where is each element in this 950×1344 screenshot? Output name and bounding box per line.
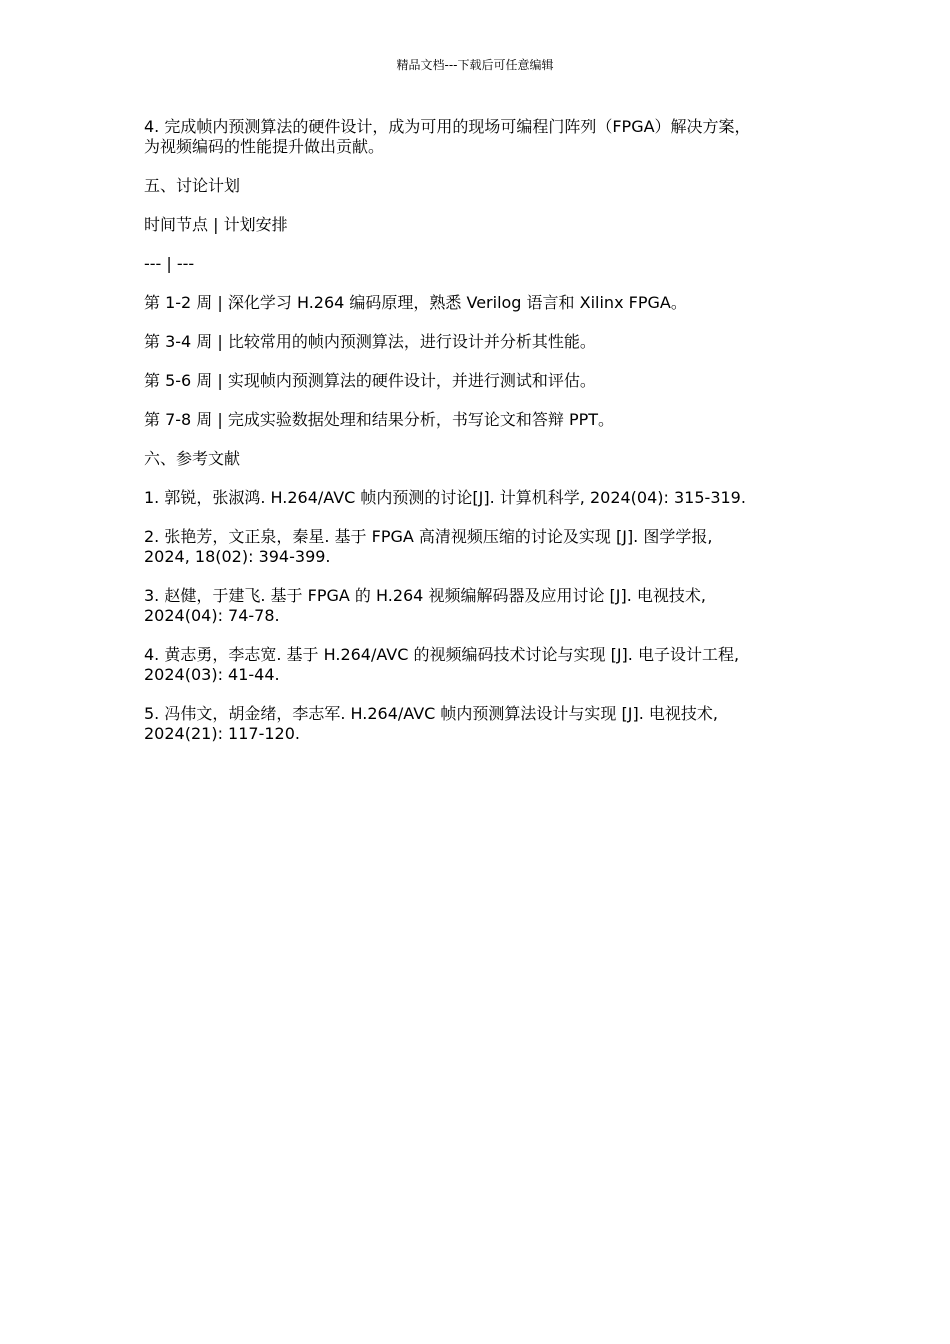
reference-item: 1. 郭锐，张淑鸿. H.264/AVC 帧内预测的讨论[J]. 计算机科学, 2024(04): 315-319.: [144, 488, 746, 507]
plan-row: 第 1-2 周 | 深化学习 H.264 编码原理，熟悉 Verilog 语言和 Xilinx FPGA。: [144, 293, 687, 312]
plan-table-header: 时间节点 | 计划安排: [144, 215, 288, 234]
reference-item: 5. 冯伟文，胡金绪，李志军. H.264/AVC 帧内预测算法设计与实现 [J]. 电视技术, 2024(21): 117-120.: [144, 704, 718, 743]
plan-table-separator: --- | ---: [144, 254, 195, 273]
objective-item-4: 4. 完成帧内预测算法的硬件设计，成为可用的现场可编程门阵列（FPGA）解决方案， 为视频编码的性能提升做出贡献。: [144, 117, 751, 156]
reference-item: 3. 赵健，于建飞. 基于 FPGA 的 H.264 视频编解码器及应用讨论 [J]. 电视技术, 2024(04): 74-78.: [144, 586, 706, 625]
plan-row: 第 7-8 周 | 完成实验数据处理和结果分析，书写论文和答辩 PPT。: [144, 410, 615, 429]
reference-list: [144, 488, 814, 744]
document-body: [144, 117, 814, 763]
section-heading-references: 六、参考文献: [144, 449, 241, 468]
reference-item: 2. 张艳芳，文正泉，秦星. 基于 FPGA 高清视频压缩的讨论及实现 [J]. 图学学报, 2024, 18(02): 394-399.: [144, 527, 713, 566]
plan-row: 第 5-6 周 | 实现帧内预测算法的硬件设计，并进行测试和评估。: [144, 371, 596, 390]
running-header: 精品文档---下载后可任意编辑: [396, 58, 554, 72]
plan-row: 第 3-4 周 | 比较常用的帧内预测算法，进行设计并分析其性能。: [144, 332, 596, 351]
reference-item: 4. 黄志勇，李志宽. 基于 H.264/AVC 的视频编码技术讨论与实现 [J]. 电子设计工程, 2024(03): 41-44.: [144, 645, 740, 684]
section-heading-plan: 五、讨论计划: [144, 176, 241, 195]
